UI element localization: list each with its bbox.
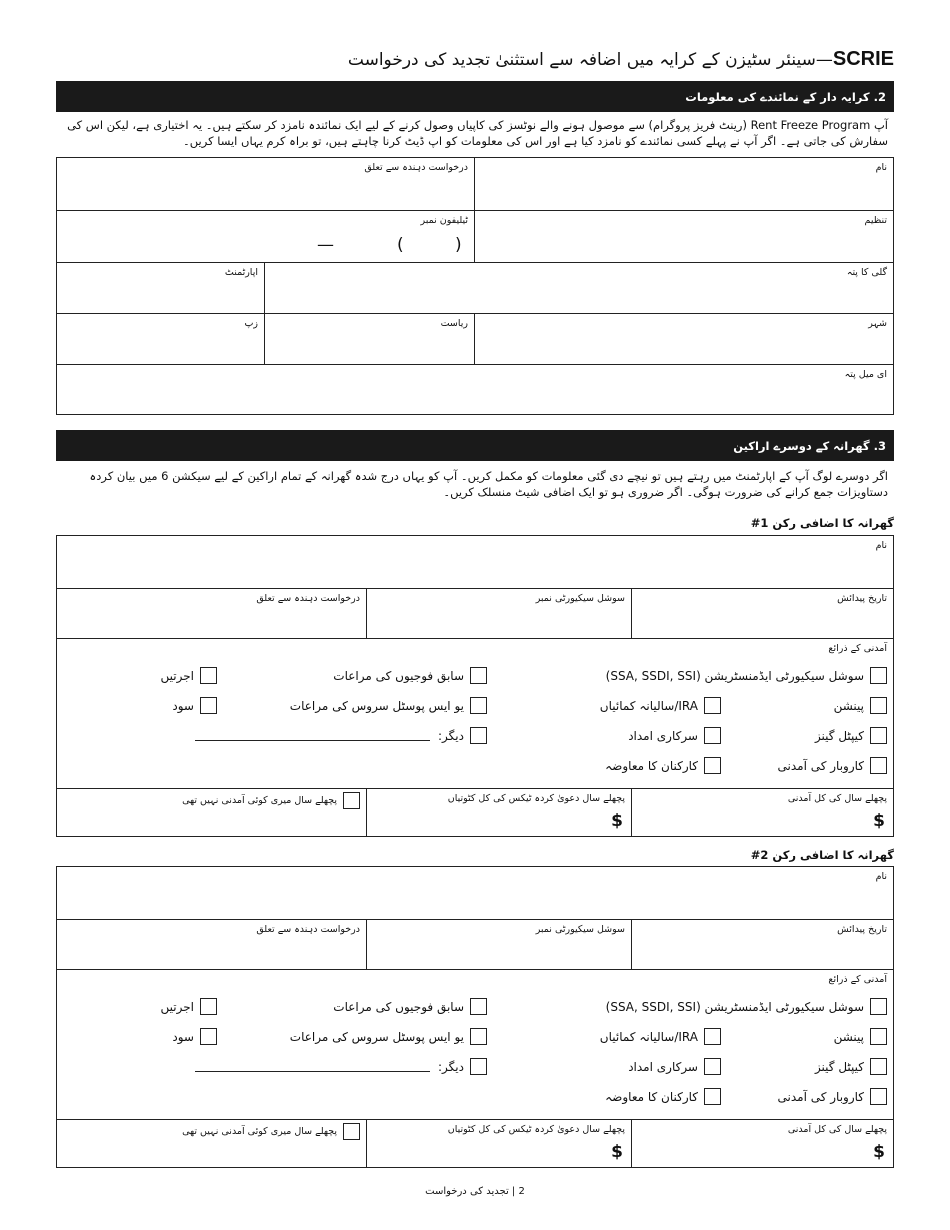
m1-no-income-label: پچھلے سال میری کوئی آمدنی نہیں تھی [182, 795, 337, 806]
m2-pension-label: پینشن [833, 1029, 864, 1044]
m1-ira-checkbox[interactable] [704, 697, 721, 714]
m2-ssn-field[interactable] [366, 920, 631, 970]
m1-ssa-option[interactable] [606, 667, 887, 684]
rep-apartment-field[interactable] [57, 263, 264, 314]
rep-relationship-label: درخواست دہندہ سے تعلق [364, 162, 468, 173]
m2-name-label: نام [875, 871, 887, 882]
rep-phone-field[interactable] [57, 211, 474, 263]
m1-total-income-field[interactable] [631, 789, 893, 837]
m1-ssn-label: سوشل سیکیورٹی نمبر [535, 593, 625, 604]
m2-pension-option[interactable] [834, 1028, 887, 1045]
m1-no-income-checkbox[interactable] [343, 792, 360, 809]
m1-public-assistance-option[interactable] [628, 727, 721, 744]
section-3-heading: 3. گھرانہ کے دوسرے اراکین [56, 430, 894, 461]
m2-wages-checkbox[interactable] [200, 998, 217, 1015]
phone-dash: — [317, 235, 334, 255]
m2-ira-label: IRA/سالیانہ کمائیاں [599, 1029, 698, 1044]
m2-veterans-option[interactable] [333, 998, 487, 1015]
m1-public-assistance-checkbox[interactable] [704, 727, 721, 744]
rep-state-label: ریاست [440, 318, 468, 329]
m2-workers-comp-label: کارکنان کا معاوضہ [605, 1089, 698, 1104]
brand-name: SCRIE [832, 48, 894, 70]
m2-usps-option[interactable] [290, 1028, 487, 1045]
m2-no-income-label: پچھلے سال میری کوئی آمدنی نہیں تھی [182, 1126, 337, 1137]
rep-row-1 [57, 158, 893, 210]
m2-pension-checkbox[interactable] [870, 1028, 887, 1045]
m1-usps-checkbox[interactable] [470, 697, 487, 714]
m1-pension-checkbox[interactable] [870, 697, 887, 714]
rep-city-label: شہر [868, 318, 887, 329]
section-3-intro: اگر دوسرے لوگ آپ کے اپارٹمنٹ میں رہتے ہیں تو نیچے دی گئی معلومات کو مکمل کریں۔ آپ کو یہاں درج شدہ گھرانہ کے تمام اراکین کے لیے سیکشن 6 میں بیان کردہ دستاویزات جمع کرانے کی ضرورت ہوگی۔ اگر ضروری ہو تو ایک اضافی شیٹ منسلک کریں۔ [89, 469, 888, 499]
rep-zip-label: زپ [244, 318, 258, 329]
m2-usps-checkbox[interactable] [470, 1028, 487, 1045]
m1-pension-label: پینشن [833, 698, 864, 713]
m2-other-checkbox[interactable] [470, 1058, 487, 1075]
m2-ssa-label: سوشل سیکیورٹی ایڈمنسٹریشن (SSA, SSDI, SSI) [605, 999, 864, 1014]
m1-total-income-dollar: $ [873, 811, 885, 831]
m1-veterans-label: سابق فوجیوں کی مراعات [333, 668, 464, 683]
m1-relationship-field[interactable] [57, 589, 366, 639]
m1-ssa-label: سوشل سیکیورٹی ایڈمنسٹریشن (SSA, SSDI, SSI) [605, 668, 864, 683]
m2-interest-checkbox[interactable] [200, 1028, 217, 1045]
m2-public-assistance-label: سرکاری امداد [628, 1059, 698, 1074]
section-2-intro: آپ Rent Freeze Program (رینٹ فریز پروگرام) سے موصول ہونے والے نوٹسز کی کاپیاں وصول کرنے کے لیے ایک نمائندہ نامزد کر سکتے ہیں۔ یہ اختیاری ہے، لیکن اس کی سفارش کی جاتی ہے۔ اگر آپ نے پہلے کسی نمائندے کو نامزد کیا ہے اور اس کی معلومات کو اپ ڈیٹ کرنا چاہتے ہیں، تو براہ کرم یہاں ایسا کریں۔ [67, 118, 888, 148]
m2-public-assistance-checkbox[interactable] [704, 1058, 721, 1075]
m2-row-ids [57, 919, 893, 970]
m2-workers-comp-option[interactable] [605, 1088, 721, 1105]
rep-street-label: گلی کا پتہ [846, 267, 887, 278]
m2-total-income-dollar: $ [873, 1142, 885, 1162]
m2-other-input-line[interactable] [195, 1061, 430, 1072]
m2-deductions-dollar: $ [611, 1142, 623, 1162]
m1-capital-gains-label: کیپٹل گینز [814, 728, 864, 743]
m2-wages-option[interactable] [161, 998, 217, 1015]
m2-ssn-label: سوشل سیکیورٹی نمبر [535, 924, 625, 935]
m1-veterans-checkbox[interactable] [470, 667, 487, 684]
rep-phone-label: ٹیلیفون نمبر [420, 215, 468, 226]
rep-organization-field[interactable] [474, 211, 893, 263]
section-2-heading: 2. کرایہ دار کے نمائندے کی معلومات [56, 81, 894, 112]
m1-total-income-label: پچھلے سال کی کل آمدنی [787, 793, 887, 804]
rep-city-field[interactable] [474, 314, 893, 365]
page-footer: 2 | تجدید کی درخواست [425, 1186, 525, 1197]
rep-relationship-field[interactable] [57, 158, 474, 210]
rep-row-5 [57, 364, 893, 415]
m2-ira-checkbox[interactable] [704, 1028, 721, 1045]
m2-workers-comp-checkbox[interactable] [704, 1088, 721, 1105]
phone-paren-open: ( [397, 235, 404, 255]
m1-dob-field[interactable] [631, 589, 893, 639]
m1-workers-comp-label: کارکنان کا معاوضہ [605, 758, 698, 773]
m1-capital-gains-checkbox[interactable] [870, 727, 887, 744]
m2-business-checkbox[interactable] [870, 1088, 887, 1105]
m2-business-label: کاروبار کی آمدنی [777, 1089, 864, 1104]
rep-row-4 [57, 313, 893, 365]
m1-wages-option[interactable] [161, 667, 217, 684]
m1-ira-label: IRA/سالیانہ کمائیاں [599, 698, 698, 713]
m2-public-assistance-option[interactable] [628, 1058, 721, 1075]
m1-deductions-label: پچھلے سال دعویٰ کردہ ٹیکس کی کل کٹوتیاں [447, 793, 625, 804]
member-1-heading: گھرانہ کا اضافی رکن 1# [750, 516, 894, 530]
rep-name-field[interactable] [474, 158, 893, 210]
page-title [348, 48, 894, 71]
member-2-heading: گھرانہ کا اضافی رکن 2# [750, 848, 894, 862]
m1-other-checkbox[interactable] [470, 727, 487, 744]
m1-public-assistance-label: سرکاری امداد [628, 728, 698, 743]
m1-usps-label: یو ایس پوسٹل سروس کی مراعات [289, 698, 464, 713]
rep-row-2 [57, 210, 893, 263]
m1-business-checkbox[interactable] [870, 757, 887, 774]
m1-capital-gains-option[interactable] [815, 727, 887, 744]
m1-no-income-option[interactable] [182, 792, 360, 809]
m1-deductions-field[interactable] [366, 789, 631, 837]
m2-income-sources-label: آمدنی کے ذرائع [828, 974, 887, 985]
m2-interest-label: سود [172, 1029, 194, 1044]
m1-row-ids [57, 588, 893, 639]
m2-interest-option[interactable] [172, 1028, 217, 1045]
m2-no-income-option[interactable] [182, 1123, 360, 1140]
rep-organization-label: تنظیم [864, 215, 887, 226]
m1-row-name [57, 536, 893, 588]
m2-ira-option[interactable] [600, 1028, 721, 1045]
m1-wages-checkbox[interactable] [200, 667, 217, 684]
m1-row-totals [57, 788, 893, 837]
m1-deductions-dollar: $ [611, 811, 623, 831]
m1-ssa-checkbox[interactable] [870, 667, 887, 684]
m1-usps-option[interactable] [290, 697, 487, 714]
m1-workers-comp-checkbox[interactable] [704, 757, 721, 774]
m1-dob-label: تاریخ پیدائش [837, 593, 887, 604]
m1-interest-label: سود [172, 698, 194, 713]
m2-capital-gains-option[interactable] [815, 1058, 887, 1075]
m2-wages-label: اجرتیں [160, 999, 194, 1014]
m2-capital-gains-checkbox[interactable] [870, 1058, 887, 1075]
m1-relationship-label: درخواست دہندہ سے تعلق [256, 593, 360, 604]
m2-no-income-checkbox[interactable] [343, 1123, 360, 1140]
m2-dob-field[interactable] [631, 920, 893, 970]
m1-workers-comp-option[interactable] [605, 757, 721, 774]
rep-email-label: ای میل پتہ [844, 369, 887, 380]
m1-ssn-field[interactable] [366, 589, 631, 639]
m2-row-name [57, 867, 893, 919]
m2-relationship-label: درخواست دہندہ سے تعلق [256, 924, 360, 935]
m2-name-field[interactable] [57, 867, 893, 919]
m1-other-option[interactable] [195, 727, 487, 744]
m2-row-totals [57, 1119, 893, 1168]
m2-other-option[interactable] [195, 1058, 487, 1075]
m1-business-option[interactable] [778, 757, 888, 774]
m2-total-income-label: پچھلے سال کی کل آمدنی [787, 1124, 887, 1135]
m1-no-income-field [57, 789, 366, 837]
m2-deductions-label: پچھلے سال دعویٰ کردہ ٹیکس کی کل کٹوتیاں [447, 1124, 625, 1135]
m1-business-label: کاروبار کی آمدنی [777, 758, 864, 773]
m1-other-input-line[interactable] [195, 730, 430, 741]
member-2-form [56, 866, 894, 1168]
rep-zip-field[interactable] [57, 314, 264, 365]
phone-paren-close: ) [455, 235, 462, 255]
m1-other-label: دیگر: [438, 728, 464, 743]
m1-row-income [57, 638, 893, 789]
m2-row-income [57, 969, 893, 1120]
m2-usps-label: یو ایس پوسٹل سروس کی مراعات [289, 1029, 464, 1044]
m2-dob-label: تاریخ پیدائش [837, 924, 887, 935]
m2-relationship-field[interactable] [57, 920, 366, 970]
rep-name-label: نام [875, 162, 887, 173]
m1-income-sources-label: آمدنی کے ذرائع [828, 643, 887, 654]
rep-apartment-label: اپارٹمنٹ [224, 267, 258, 278]
rep-street-field[interactable] [264, 263, 893, 314]
m2-total-income-field[interactable] [631, 1120, 893, 1168]
m2-ssa-checkbox[interactable] [870, 998, 887, 1015]
m1-pension-option[interactable] [834, 697, 887, 714]
m2-other-label: دیگر: [438, 1059, 464, 1074]
m2-ssa-option[interactable] [606, 998, 887, 1015]
rep-email-field[interactable] [57, 365, 893, 415]
m1-ira-option[interactable] [600, 697, 721, 714]
m1-name-label: نام [875, 540, 887, 551]
representative-form [56, 157, 894, 415]
title-text: —سینئر سٹیزن کے کرایہ میں اضافہ سے استثنیٰ تجدید کی درخواست [347, 50, 833, 70]
m2-no-income-field [57, 1120, 366, 1168]
m2-veterans-label: سابق فوجیوں کی مراعات [333, 999, 464, 1014]
m2-capital-gains-label: کیپٹل گینز [814, 1059, 864, 1074]
m2-veterans-checkbox[interactable] [470, 998, 487, 1015]
m2-deductions-field[interactable] [366, 1120, 631, 1168]
m1-name-field[interactable] [57, 536, 893, 588]
m1-wages-label: اجرتیں [160, 668, 194, 683]
rep-state-field[interactable] [264, 314, 474, 365]
m1-interest-option[interactable] [172, 697, 217, 714]
m1-veterans-option[interactable] [333, 667, 487, 684]
member-1-form [56, 535, 894, 837]
m1-interest-checkbox[interactable] [200, 697, 217, 714]
rep-row-3 [57, 262, 893, 314]
m2-business-option[interactable] [778, 1088, 888, 1105]
